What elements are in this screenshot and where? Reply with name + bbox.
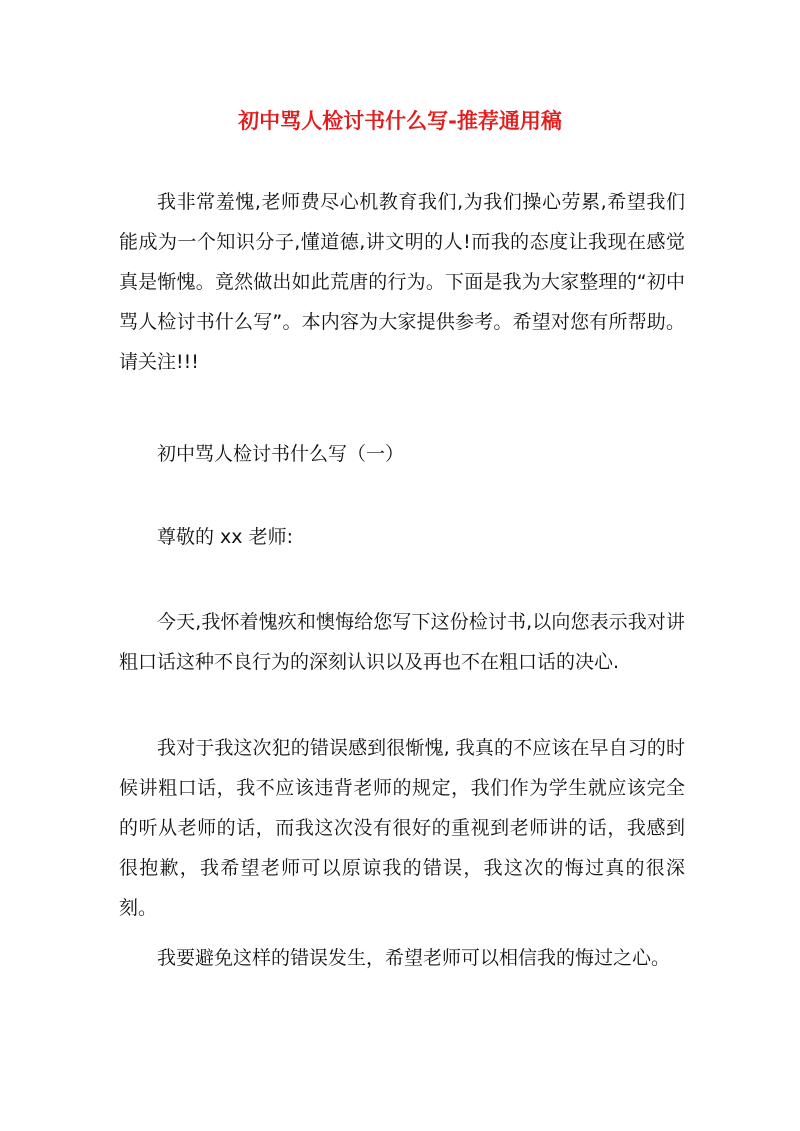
body-paragraph-3: 我要避免这样的错误发生，希望老师可以相信我的悔过之心。 bbox=[157, 947, 671, 969]
section-heading: 初中骂人检讨书什么写（一） bbox=[157, 443, 405, 465]
salutation: 尊敬的 xx 老师: bbox=[157, 526, 293, 548]
body-paragraph-1: 今天,我怀着愧疚和懊悔给您写下这份检讨书,以向您表示我对讲粗口话这种不良行为的深刻认识以及再也不在粗口话的决心. bbox=[119, 611, 685, 673]
body-paragraph-2: 我对于我这次犯的错误感到很惭愧, 我真的不应该在早自习的时候讲粗口话，我不应该违背老师的规定，我们作为学生就应该完全的听从老师的话，而我这次没有很好的重视到老师讲的话，我感到很抱歉，我希望老师可以原谅我的错误，我这次的悔过真的很深刻。 bbox=[119, 737, 685, 919]
document-title: 初中骂人检讨书什么写-推荐通用稿 bbox=[238, 109, 562, 133]
intro-paragraph: 我非常羞愧,老师费尽心机教育我们,为我们操心劳累,希望我们能成为一个知识分子,懂道德,讲文明的人!而我的态度让我现在感觉真是惭愧。竟然做出如此荒唐的行为。下面是我为大家整理的“初中骂人检讨书什么写”。本内容为大家提供参考。希望对您有所帮助。请关注!!! bbox=[119, 191, 685, 373]
